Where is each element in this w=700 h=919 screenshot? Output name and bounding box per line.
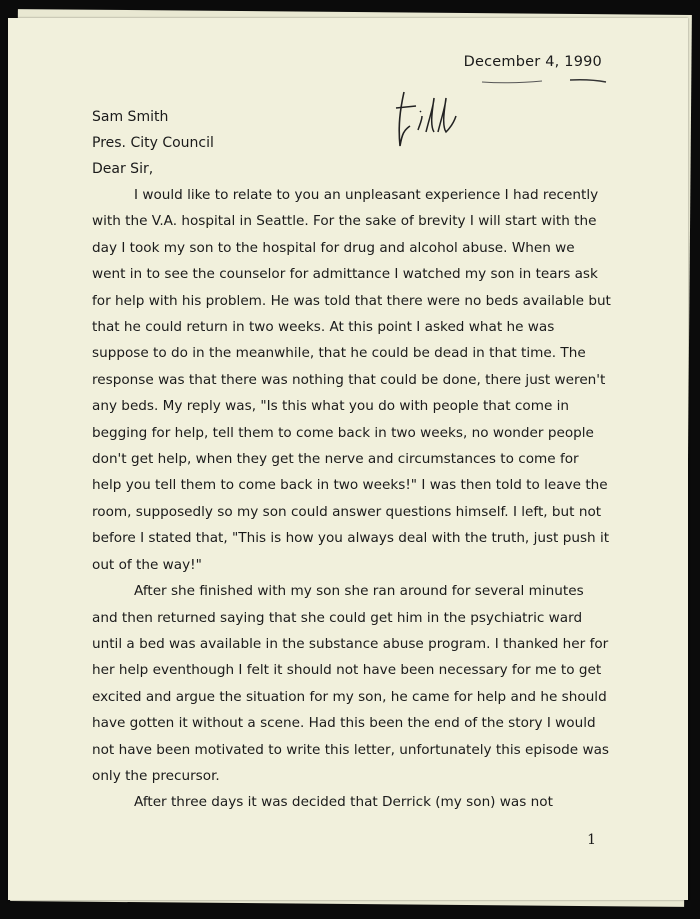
page-number: 1 xyxy=(587,832,596,848)
addressee-block xyxy=(92,104,214,182)
paragraph-3: After three days it was decided that Derrick (my son) was not xyxy=(134,794,553,811)
paragraph-2: After she finished with my son she ran around for several minutes and then returned saying that she could get him in the psychiatric ward until a bed was available in the substance abuse program. I thanked her for her help eventhough I felt it should not have been necessary for me to get excited and argue the situation for my son, he came for help and he should have gotten it without a scene. Had this been the end of the story I would not have been motivated to write this letter, unfortunately this episode was only the precursor. xyxy=(92,583,610,784)
letter-page xyxy=(8,18,688,900)
handwritten-file-annotation xyxy=(390,86,470,156)
salutation: Dear Sir, xyxy=(92,161,154,177)
addressee-name: Sam Smith xyxy=(92,109,169,125)
letter-date: December 4, 1990 xyxy=(463,54,602,70)
date-underline-mark xyxy=(480,76,608,86)
paragraph-1: I would like to relate to you an unpleasant experience I had recently with the V.A. hospital in Seattle. For the sake of brevity I will start with the day I took my son to the hospital for drug and alcohol abuse. When we went in to see the counselor for admittance I watched my son in tears ask for help with his problem. He was told that there were no beds available but that he could return in two weeks. At this point I asked what he was suppose to do in the meanwhile, that he could be dead in that time. The response was that there was nothing that could be done, there just weren't any beds. My reply was, "Is this what you do with people that come in begging for help, tell them to come back in two weeks, no wonder people don't get help, when they get the nerve and circumstances to come for help you tell them to come back in two weeks!" I was then told to leave the room, supposedly so my son could answer questions himself. I left, but not before I stated that, "This is how you always deal with the truth, just push it out of the way!" xyxy=(92,187,611,573)
addressee-title: Pres. City Council xyxy=(92,135,214,151)
letter-body xyxy=(92,182,612,816)
